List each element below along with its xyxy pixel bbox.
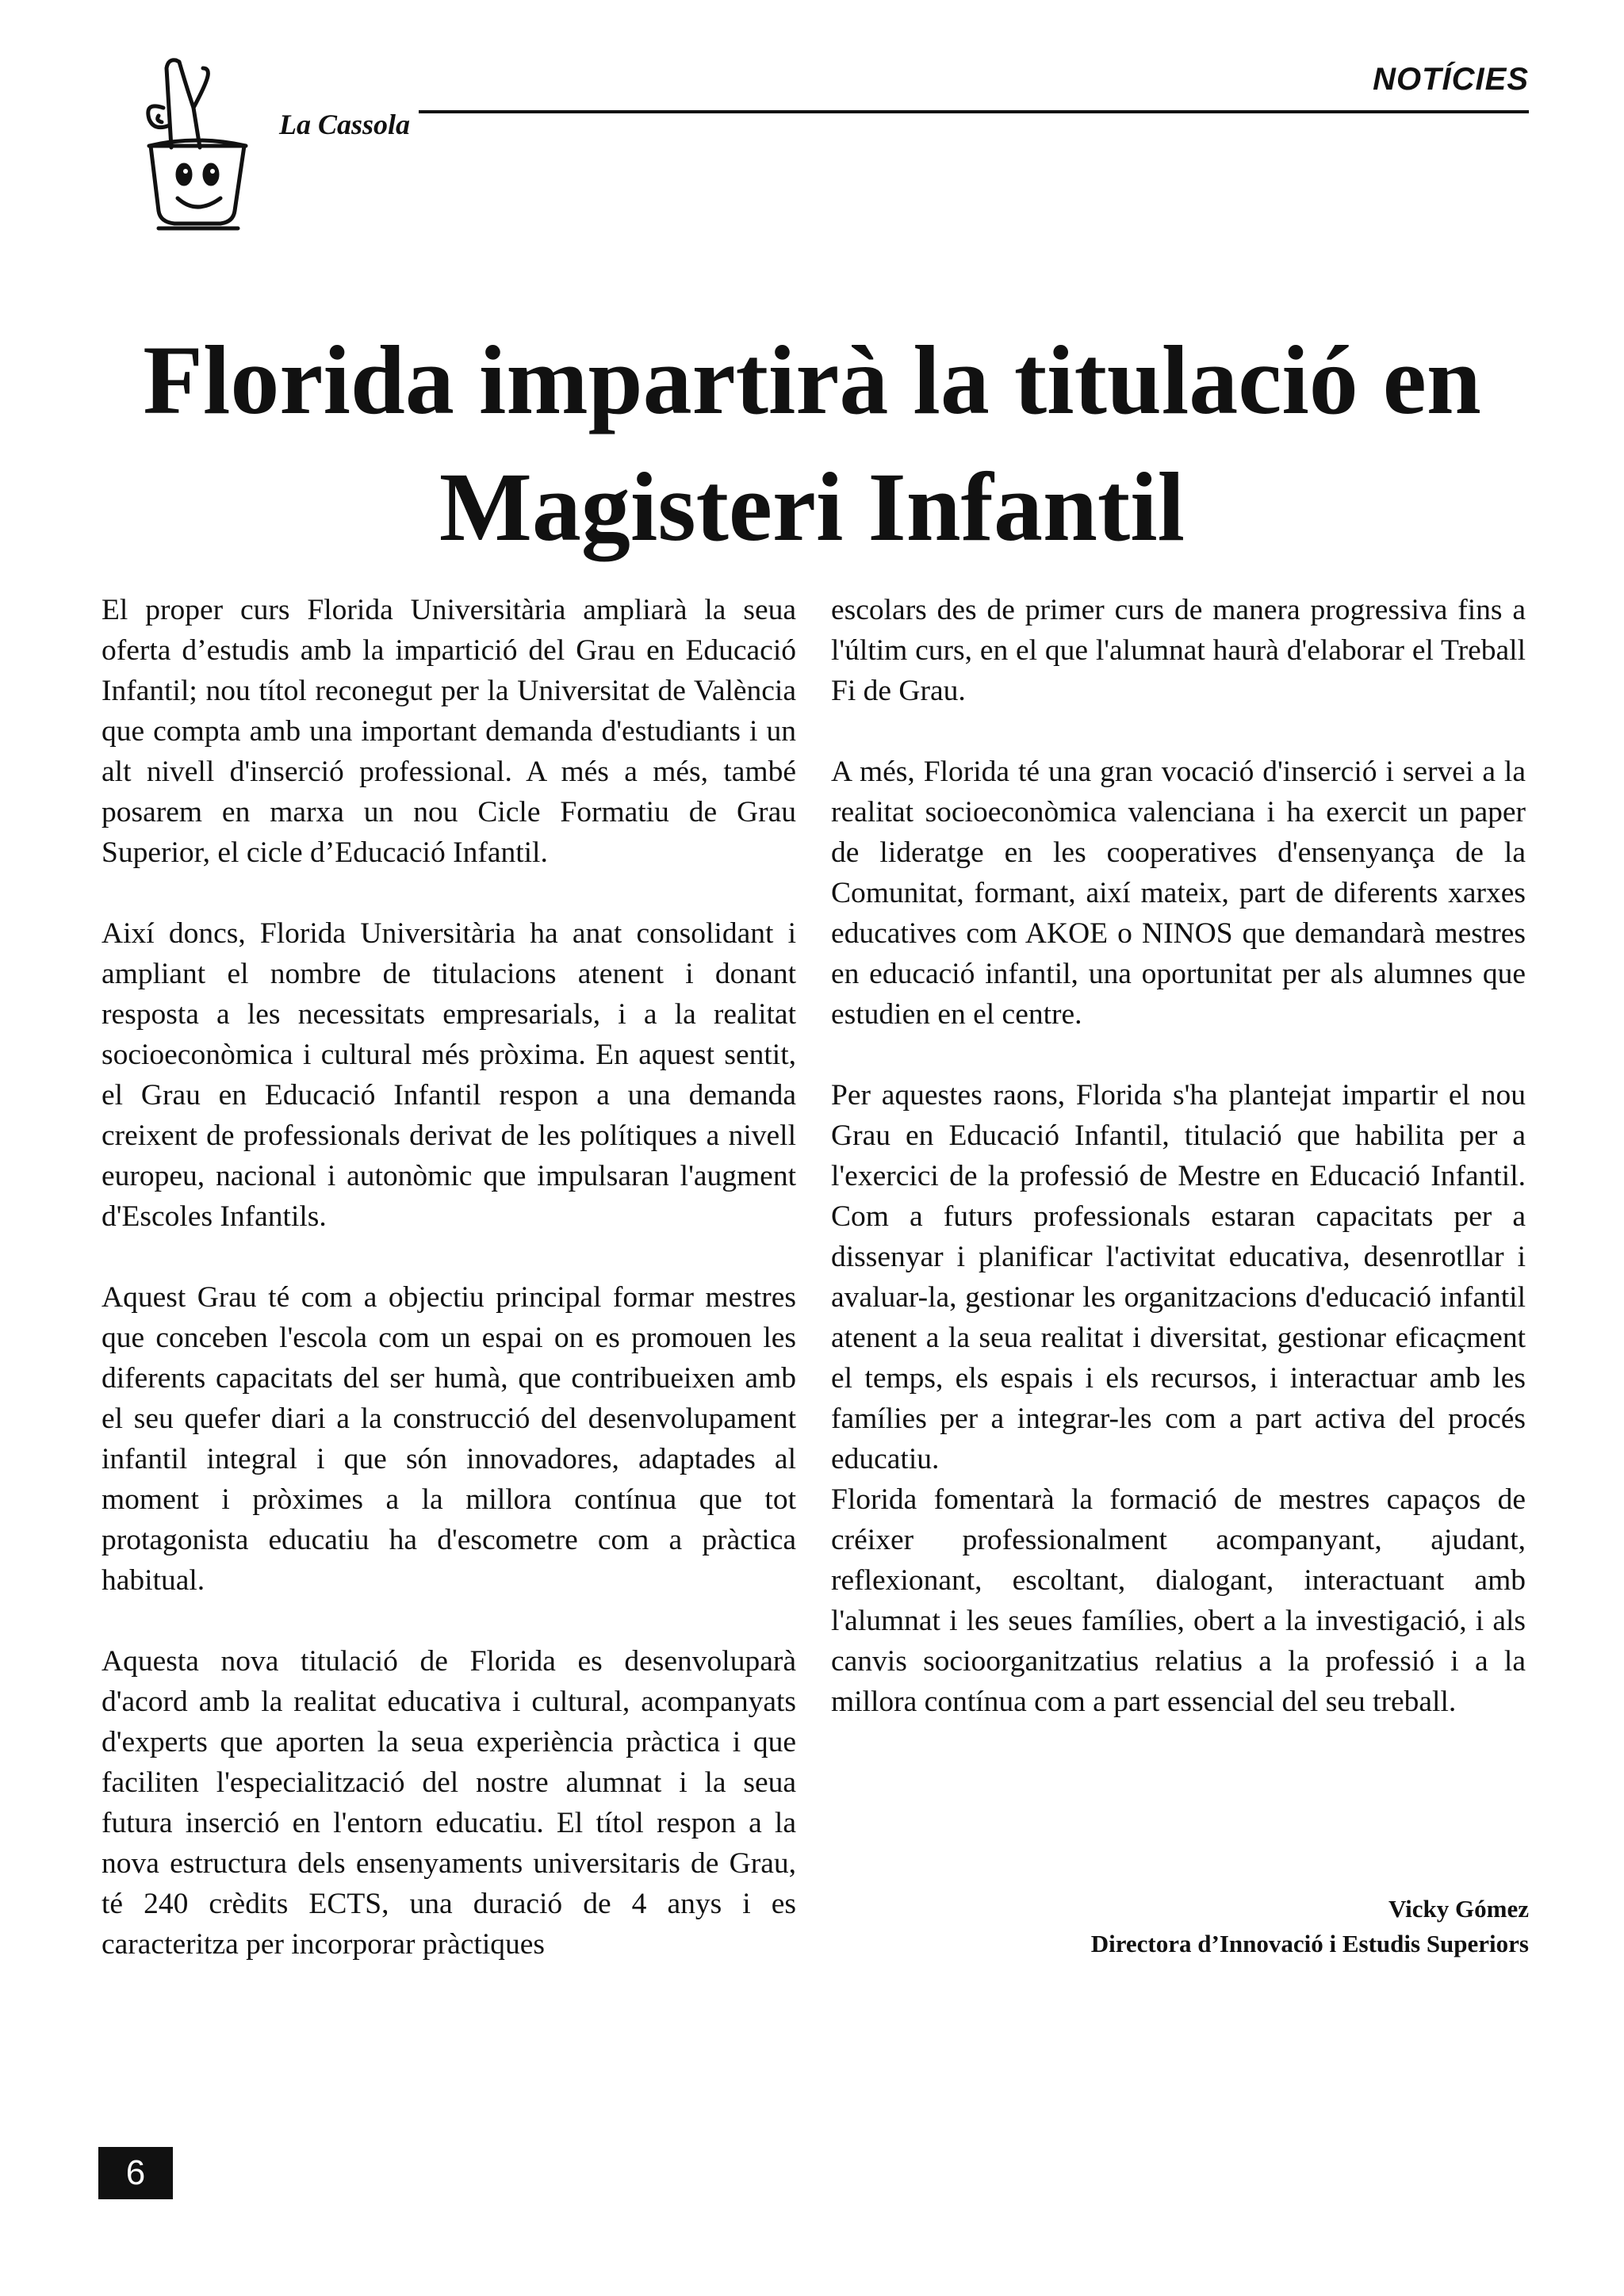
author-role: Directora d’Innovació i Estudis Superiors	[1090, 1930, 1529, 1957]
paragraph: El proper curs Florida Universitària ampliarà la seua oferta d’estudis amb la impartició del Grau en Educació Infantil; nou títol reconegut per la Universitat de València que compta amb una important demanda d'estudiants i un alt nivell d'inserció professional. A més a més, també posarem en marxa un nou Cicle Formatiu de Grau Superior, el cicle d’Educació Infantil.	[102, 594, 796, 869]
article-column-left	[102, 590, 796, 2005]
article-column-right	[831, 590, 1526, 1762]
paragraph: Aquesta nova titulació de Florida es desenvoluparà d'acord amb la realitat educativa i cultural, acompanyats d'experts que aporten la seua experiència pràctica i que faciliten l'especialització del nostre alumnat i la seua futura inserció en l'entorn educatiu. El títol respon a la nova estructura dels ensenyaments universitaris de Grau, té 240 crèdits ECTS, una duració de 4 anys i es caracteritza per incorporar pràctiques	[102, 1645, 796, 1961]
paragraph: Aquest Grau té com a objectiu principal formar mestres que conceben l'escola com un espai on es promouen les diferents capacitats del ser humà, que contribueixen amb el seu quefer diari a la construcció del desenvolupament infantil integral i que són innovadores, adaptades al moment i pròximes a la millora contínua que tot protagonista educatiu ha d'escometre com a pràctica habitual.	[102, 1281, 796, 1597]
paragraph: escolars des de primer curs de manera progressiva fins a l'últim curs, en el que l'alumnat haurà d'elaborar el Treball Fi de Grau.	[831, 594, 1526, 707]
article-title: Florida impartirà la titulació en Magisteri Infantil	[143, 326, 1481, 561]
paragraph: Florida fomentarà la formació de mestres capaços de créixer professionalment acompanyant, ajudant, reflexionant, escoltant, dialogant, interactuant amb l'alumnat i les seues famílies, obert a la investigació, i als canvis socioorganitzatius relatius a la professió i a la millora contínua com a part essencial del seu treball.	[831, 1483, 1526, 1718]
paragraph: A més, Florida té una gran vocació d'inserció i servei a la realitat socioeconòmica valenciana i ha exercit un paper de lideratge en les cooperatives d'ensenyança de la Comunitat, formant, així mateix, part de diferents xarxes educatives com AKOE o NINOS que demandarà mestres en educació infantil, una oportunitat per als alumnes que estudien en el centre.	[831, 756, 1526, 1031]
cassola-mascot-icon	[127, 52, 262, 235]
magazine-name: La Cassola	[279, 109, 411, 140]
author-signature	[1091, 1892, 1529, 1961]
header-rule	[419, 110, 1529, 113]
section-label: NOTÍCIES	[1373, 62, 1529, 97]
paragraph: Així doncs, Florida Universitària ha anat consolidant i ampliant el nombre de titulacions atenent i donant resposta a les necessitats empresarials, i a la realitat socioeconòmica i cultural més pròxima. En aquest sentit, el Grau en Educació Infantil respon a una demanda creixent de professionals derivat de les polítiques a nivell europeu, nacional i autonòmic que impulsaran l'augment d'Escoles Infantils.	[102, 917, 796, 1233]
page-number: 6	[98, 2147, 173, 2199]
author-name: Vicky Gómez	[1388, 1895, 1529, 1923]
paragraph: Per aquestes raons, Florida s'ha plantejat impartir el nou Grau en Educació Infantil, titulació que habilita per a l'exercici de la professió de Mestre en Educació Infantil. Com a futurs professionals estaran capacitats per a dissenyar i planificar l'activitat educativa, desenrotllar i avaluar-la, gestionar les organitzacions d'educació infantil atenent a la seua realitat i diversitat, gestionar eficaçment el temps, els espais i els recursos, i interactuar amb les famílies per a integrar-les com a part activa del procés educatiu.	[831, 1079, 1526, 1475]
